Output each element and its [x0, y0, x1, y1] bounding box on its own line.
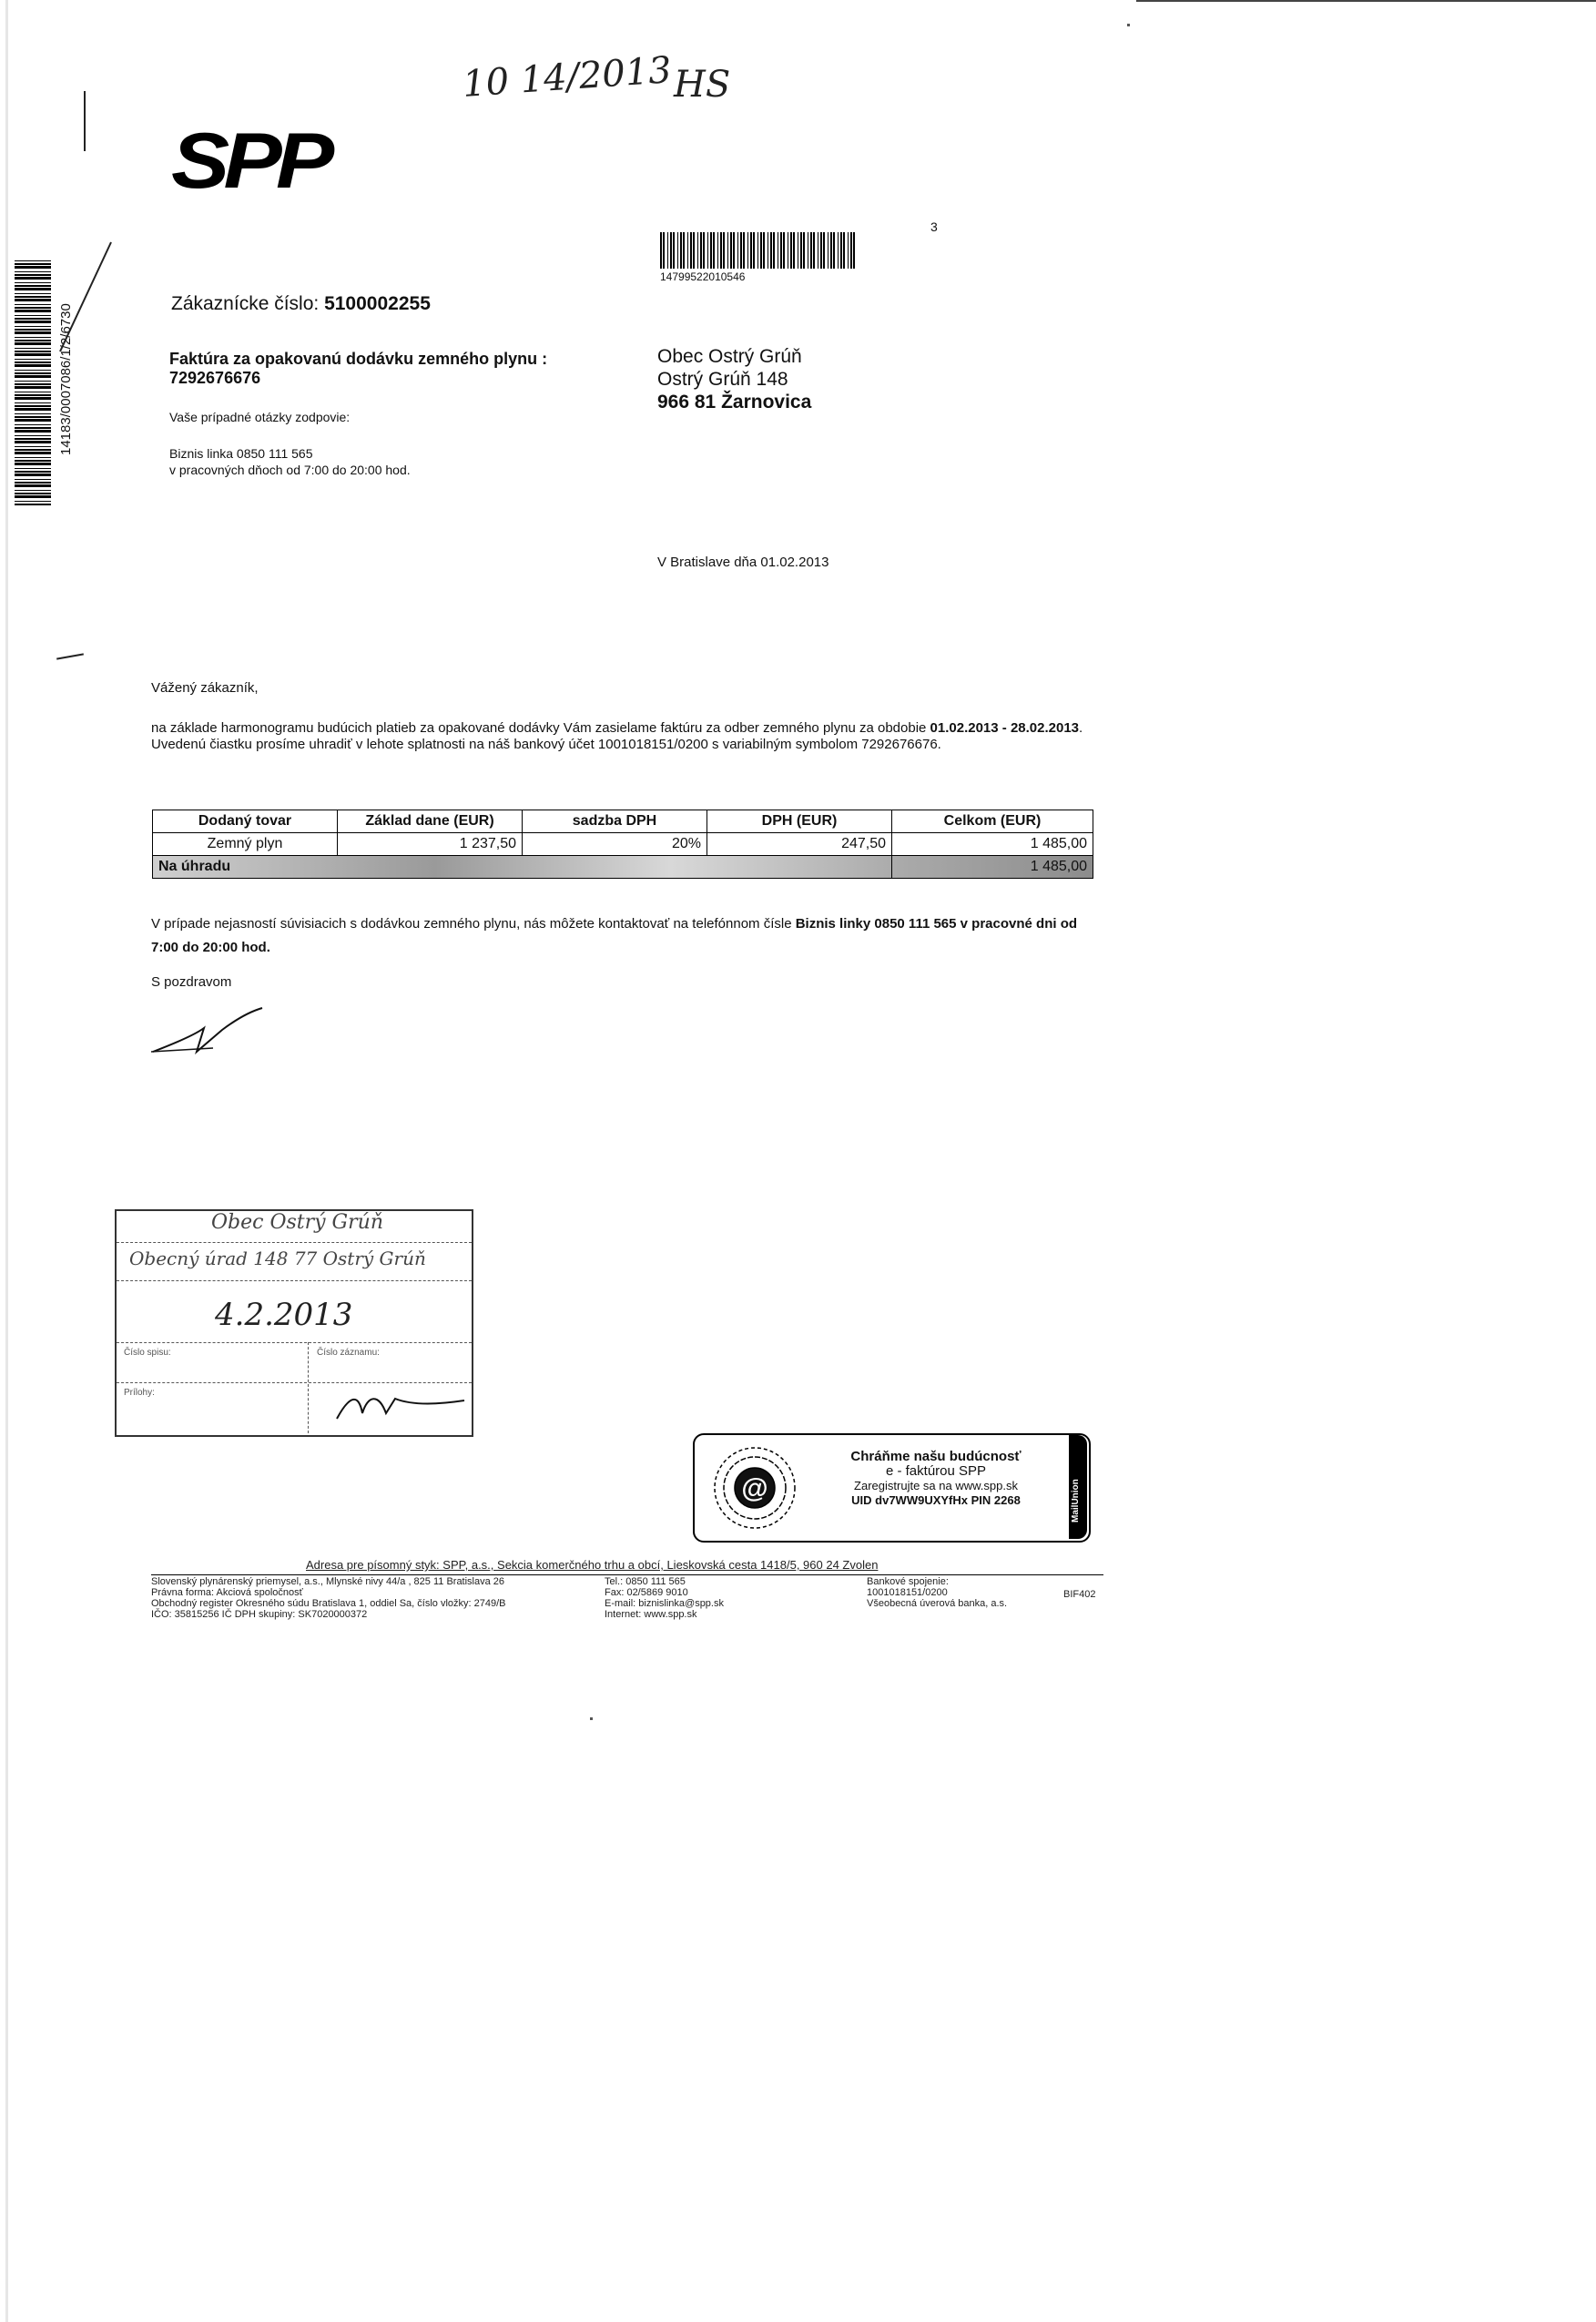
footer-bank-name: Všeobecná úverová banka, a.s. [867, 1598, 1008, 1609]
mailunion-strip [1069, 1435, 1087, 1539]
stamp-line [117, 1280, 472, 1281]
invoice-title: Faktúra za opakovanú dodávku zemného plynu : [169, 350, 548, 368]
stamp-signature [331, 1386, 468, 1430]
closing: S pozdravom [151, 974, 232, 990]
contact-paragraph [151, 912, 1089, 960]
footer-bank-label: Bankové spojenie: [867, 1576, 949, 1587]
scan-speck [1127, 24, 1130, 26]
header-vat: DPH (EUR) [707, 810, 892, 833]
letter-body-text: na základe harmonogramu budúcich platieb za opakované dodávky Vám zasielame faktúru za odber zemného plynu za obdobie [151, 720, 930, 736]
handwritten-initials: HS [674, 64, 731, 106]
cell-tax-base: 1 237,50 [338, 833, 523, 856]
recipient-name: Obec Ostrý Grúň [657, 346, 802, 367]
stamp-received-date: 4.2.2013 [215, 1297, 353, 1333]
total-label: Na úhradu [153, 856, 892, 879]
stamp-line [117, 1382, 472, 1383]
letter-body-end: . [1079, 720, 1083, 736]
billing-period: 01.02.2013 - 28.02.2013 [930, 720, 1080, 736]
footer-company-line: Obchodný register Okresného súdu Bratislava 1, oddiel Sa, číslo vložky: 2749/B [151, 1598, 506, 1609]
page-number: 3 [930, 219, 938, 234]
invoice-number: 7292676676 [169, 369, 261, 387]
customer-number-line [171, 293, 431, 315]
salutation: Vážený zákazník, [151, 680, 259, 696]
mark-line [84, 91, 86, 151]
side-reference: 14183/0007086/1/2/6730 [58, 303, 74, 455]
barcode [660, 232, 856, 269]
invoice-table [152, 810, 1093, 879]
footer-phone: Tel.: 0850 111 565 [605, 1576, 686, 1587]
at-sign-sunflower-icon [707, 1442, 802, 1533]
handwritten-date-note: 10 14/2013 [461, 49, 674, 106]
scan-speck [590, 1717, 593, 1720]
header-total: Celkom (EUR) [892, 810, 1093, 833]
registry-stamp [115, 1209, 473, 1437]
side-barcode [15, 260, 51, 505]
scan-edge [5, 0, 8, 2322]
footer-fax: Fax: 02/5869 9010 [605, 1587, 688, 1598]
promo-headline: Chráňme našu budúcnosť [850, 1449, 1022, 1464]
table-total-row [153, 856, 1093, 879]
recipient-street: Ostrý Grúň 148 [657, 369, 788, 390]
footer-bank-account: 1001018151/0200 [867, 1587, 948, 1598]
recipient-city: 966 81 Žarnovica [657, 392, 812, 412]
promo-credentials: UID dv7WW9UXYfHx PIN 2268 [851, 1493, 1021, 1507]
hotline: Biznis linka 0850 111 565 [169, 446, 313, 461]
payment-instruction: Uvedenú čiastku prosíme uhradiť v lehote splatnosti na náš bankový účet 1001018151/0200 s variabilným symbolom 7292676676. [151, 737, 941, 752]
footer-contacts [605, 1576, 724, 1620]
cell-vat-rate: 20% [523, 833, 707, 856]
recipient-address [657, 345, 811, 413]
header-product: Dodaný tovar [153, 810, 338, 833]
footer-web: Internet: www.spp.sk [605, 1609, 697, 1620]
contact-bold: Biznis linky 0850 111 565 v pracovné dni od 7:00 do 20:00 hod. [151, 916, 1078, 955]
cell-total: 1 485,00 [892, 833, 1093, 856]
contact-text: V prípade nejasností súvisiacich s dodávkou zemného plynu, nás môžete kontaktovať na telefónnom čísle [151, 916, 796, 932]
cell-product: Zemný plyn [153, 833, 338, 856]
footer-company [151, 1576, 506, 1620]
header-vat-rate: sadzba DPH [523, 810, 707, 833]
stamp-field-record: Číslo záznamu: [317, 1348, 380, 1358]
promo-subline: e - faktúrou SPP [885, 1463, 987, 1479]
header-tax-base: Základ dane (EUR) [338, 810, 523, 833]
footer-address: Adresa pre písomný styk: SPP, a.s., Sekcia komerčného trhu a obcí, Lieskovská cesta 1418/5, 960 24 Zvolen [306, 1558, 879, 1572]
stamp-field-attachments: Prílohy: [124, 1388, 155, 1398]
scan-top-line [1136, 0, 1596, 2]
cell-vat: 247,50 [707, 833, 892, 856]
footer-form-code: BIF402 [1063, 1589, 1096, 1600]
stamp-divider [308, 1342, 309, 1433]
footer-bank [867, 1576, 1007, 1609]
barcode-number: 14799522010546 [660, 270, 746, 283]
stamp-field-file: Číslo spisu: [124, 1348, 171, 1358]
e-invoice-promo [693, 1433, 1091, 1543]
spp-logo: SPP [171, 117, 329, 205]
stamp-line [117, 1342, 472, 1343]
footer-rule [151, 1574, 1103, 1575]
stamp-address: Obecný úrad 148 77 Ostrý Grúň [129, 1248, 426, 1269]
stamp-line [117, 1242, 472, 1243]
footer-email: E-mail: biznislinka@spp.sk [605, 1598, 724, 1609]
stamp-office-name: Obec Ostrý Grúň [211, 1211, 383, 1234]
side-mark [55, 239, 118, 357]
fold-mark [56, 653, 84, 659]
footer-company-line: Právna forma: Akciová spoločnosť [151, 1587, 303, 1598]
total-value: 1 485,00 [892, 856, 1093, 879]
promo-text [831, 1450, 1041, 1508]
customer-number-label: Zákaznícke číslo: [171, 293, 320, 314]
hotline-hours: v pracovných dňoch od 7:00 do 20:00 hod. [169, 463, 411, 477]
table-header-row [153, 810, 1093, 833]
questions-label: Vaše prípadné otázky zodpovie: [169, 410, 351, 424]
promo-register: Zaregistrujte sa na www.spp.sk [854, 1479, 1018, 1492]
footer-company-line: IČO: 35815256 IČ DPH skupiny: SK7020000372 [151, 1609, 368, 1620]
table-row [153, 833, 1093, 856]
mailunion-brand: MailUnion [1071, 1479, 1081, 1523]
svg-text:@: @ [741, 1473, 768, 1503]
letter-date: V Bratislave dňa 01.02.2013 [657, 555, 829, 570]
footer-company-line: Slovenský plynárenský priemysel, a.s., Mlynské nivy 44/a , 825 11 Bratislava 26 [151, 1576, 505, 1587]
signature [149, 1006, 268, 1061]
customer-number: 5100002255 [324, 293, 431, 314]
letter-body [151, 720, 1098, 753]
